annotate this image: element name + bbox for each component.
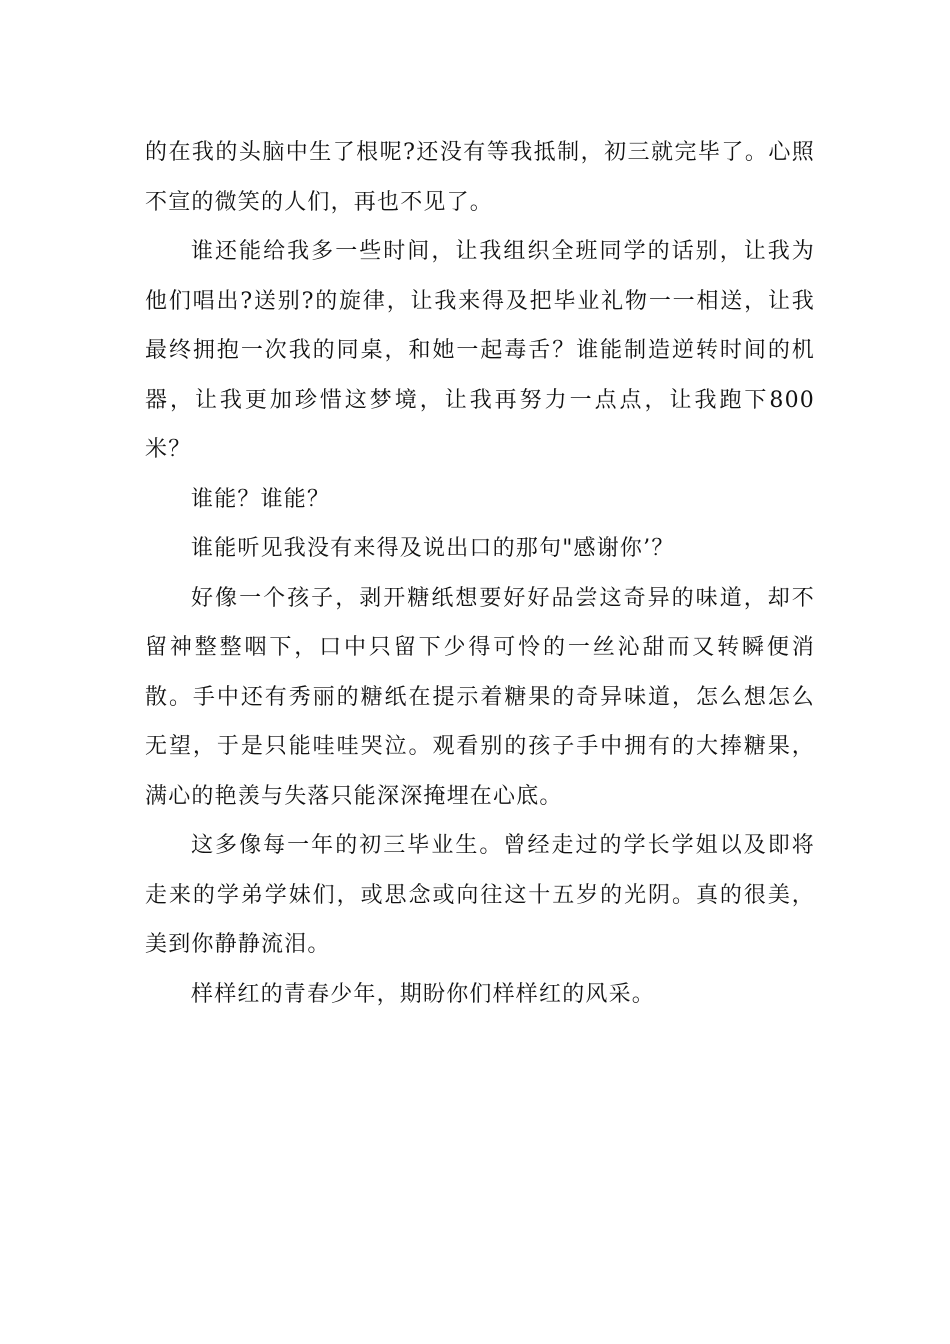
paragraph-4: 谁能听见我没有来得及说出口的那句"感谢你’？	[191, 536, 675, 561]
body-text	[145, 128, 815, 1019]
paragraph-1: 的在我的头脑中生了根呢?还没有等我抵制，初三就完毕了。心照不宣的微笑的人们，再也不见了。	[145, 140, 815, 215]
paragraph-7: 样样红的青春少年，期盼你们样样红的风采。	[191, 981, 656, 1007]
paragraph-6: 这多像每一年的初三毕业生。曾经走过的学长学姐以及即将走来的学弟学妹们，或思念或向往这十五岁的光阴。真的很美，美到你静静流泪。	[145, 833, 815, 957]
paragraph-5: 好像一个孩子，剥开糖纸想要好好品尝这奇异的味道，却不留神整整咽下，口中只留下少得可怜的一丝沁甜而又转瞬便消散。手中还有秀丽的糖纸在提示着糖果的奇异味道，怎么想怎么无望，于是只能哇哇哭泣。观看别的孩子手中拥有的大捧糖果，满心的艳羡与失落只能深深掩埋在心底。	[145, 585, 815, 809]
paragraph-2: 谁还能给我多一些时间，让我组织全班同学的话别，让我为他们唱出?送别?的旋律，让我来得及把毕业礼物一一相送，让我最终拥抱一次我的同桌，和她一起毒舌？谁能制造逆转时间的机器，让我更加珍惜这梦境，让我再努力一点点，让我跑下800米？	[145, 239, 815, 462]
paragraph-3: 谁能？谁能？	[191, 486, 331, 512]
